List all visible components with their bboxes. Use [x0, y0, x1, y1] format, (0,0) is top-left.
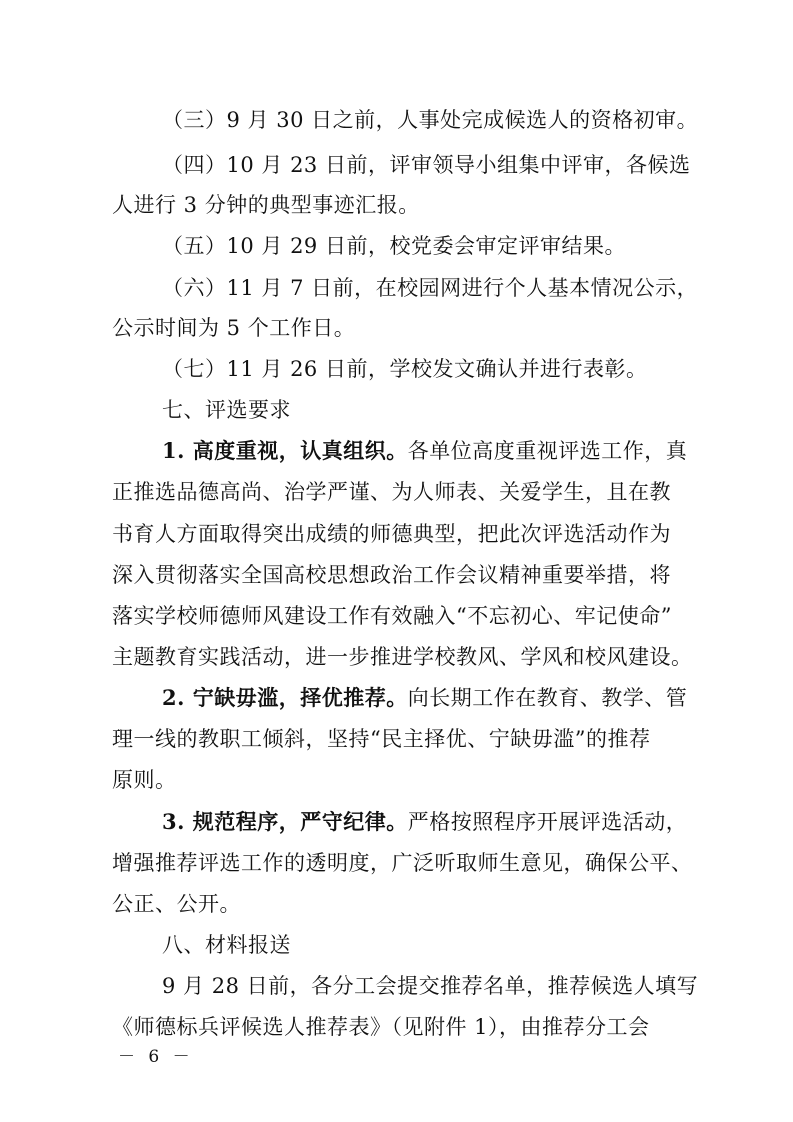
- requirement-1-line-4: 深入贯彻落实全国高校思想政治工作会议精神重要举措，将: [112, 563, 671, 587]
- paragraph-item-6-line-1: （六）11 月 7 日前，在校园网进行个人基本情况公示，: [162, 276, 699, 300]
- requirement-text: 严格按照程序开展评选活动，: [407, 810, 688, 834]
- paragraph-item-4-line-1: [162, 151, 691, 179]
- requirement-1-line-6: 主题教育实践活动，进一步推进学校教风、学风和校风建设。: [112, 645, 693, 669]
- submission-line-1: 9 月 28 日前，各分工会提交推荐名单，推荐候选人填写: [162, 974, 699, 998]
- paragraph-item-7: （七）11 月 26 日前，学校发文确认并进行表彰。: [162, 357, 648, 381]
- paragraph-item-6-line-2: 公示时间为 5 个工作日。: [112, 316, 356, 340]
- requirement-text: 各单位高度重视评选工作，真: [407, 439, 688, 463]
- requirement-1-line-3: 书育人方面取得突出成绩的师德典型，把此次评选活动作为: [112, 522, 671, 546]
- paragraph-item-4-line-2: 人进行 3 分钟的典型事迹汇报。: [112, 193, 420, 217]
- requirement-1-line-1: [162, 437, 688, 465]
- section-heading-7: 七、评选要求: [162, 398, 291, 422]
- page-number: － 6 －: [118, 1047, 194, 1067]
- paragraph-item-5: （五）10 月 29 日前，校党委会审定评审结果。: [162, 234, 626, 258]
- requirement-1-line-5: 落实学校师德师风建设工作有效融入“不忘初心、牢记使命”: [112, 604, 672, 628]
- requirement-title: 1. 高度重视，认真组织。: [162, 438, 408, 463]
- requirement-3-line-2: 增强推荐评选工作的透明度，广泛听取师生意见，确保公平、: [112, 851, 693, 875]
- paragraph-item-3: （三）9 月 30 日之前，人事处完成候选人的资格初审。: [162, 108, 699, 132]
- requirement-2-line-3: 原则。: [112, 768, 177, 792]
- requirement-text: 向长期工作在教育、教学、管: [407, 686, 688, 710]
- requirement-2-line-1: [162, 684, 688, 712]
- requirement-title: 3. 规范程序，严守纪律。: [162, 809, 408, 834]
- requirement-1-line-2: 正推选品德高尚、治学严谨、为人师表、关爱学生，且在教: [112, 480, 671, 504]
- requirement-2-line-2: 理一线的教职工倾斜，坚持“民主择优、宁缺毋滥”的推荐: [112, 727, 651, 751]
- paragraph-text: （四）10 月 23 日前，评审领导小组集中评审，各候选: [162, 153, 691, 177]
- requirement-3-line-1: [162, 808, 688, 836]
- requirement-title: 2. 宁缺毋滥，择优推荐。: [162, 685, 408, 710]
- requirement-3-line-3: 公正、公开。: [112, 892, 241, 916]
- section-heading-8: 八、材料报送: [162, 933, 291, 957]
- submission-line-2: 《师德标兵评候选人推荐表》（见附件 1），由推荐分工会: [112, 1015, 650, 1039]
